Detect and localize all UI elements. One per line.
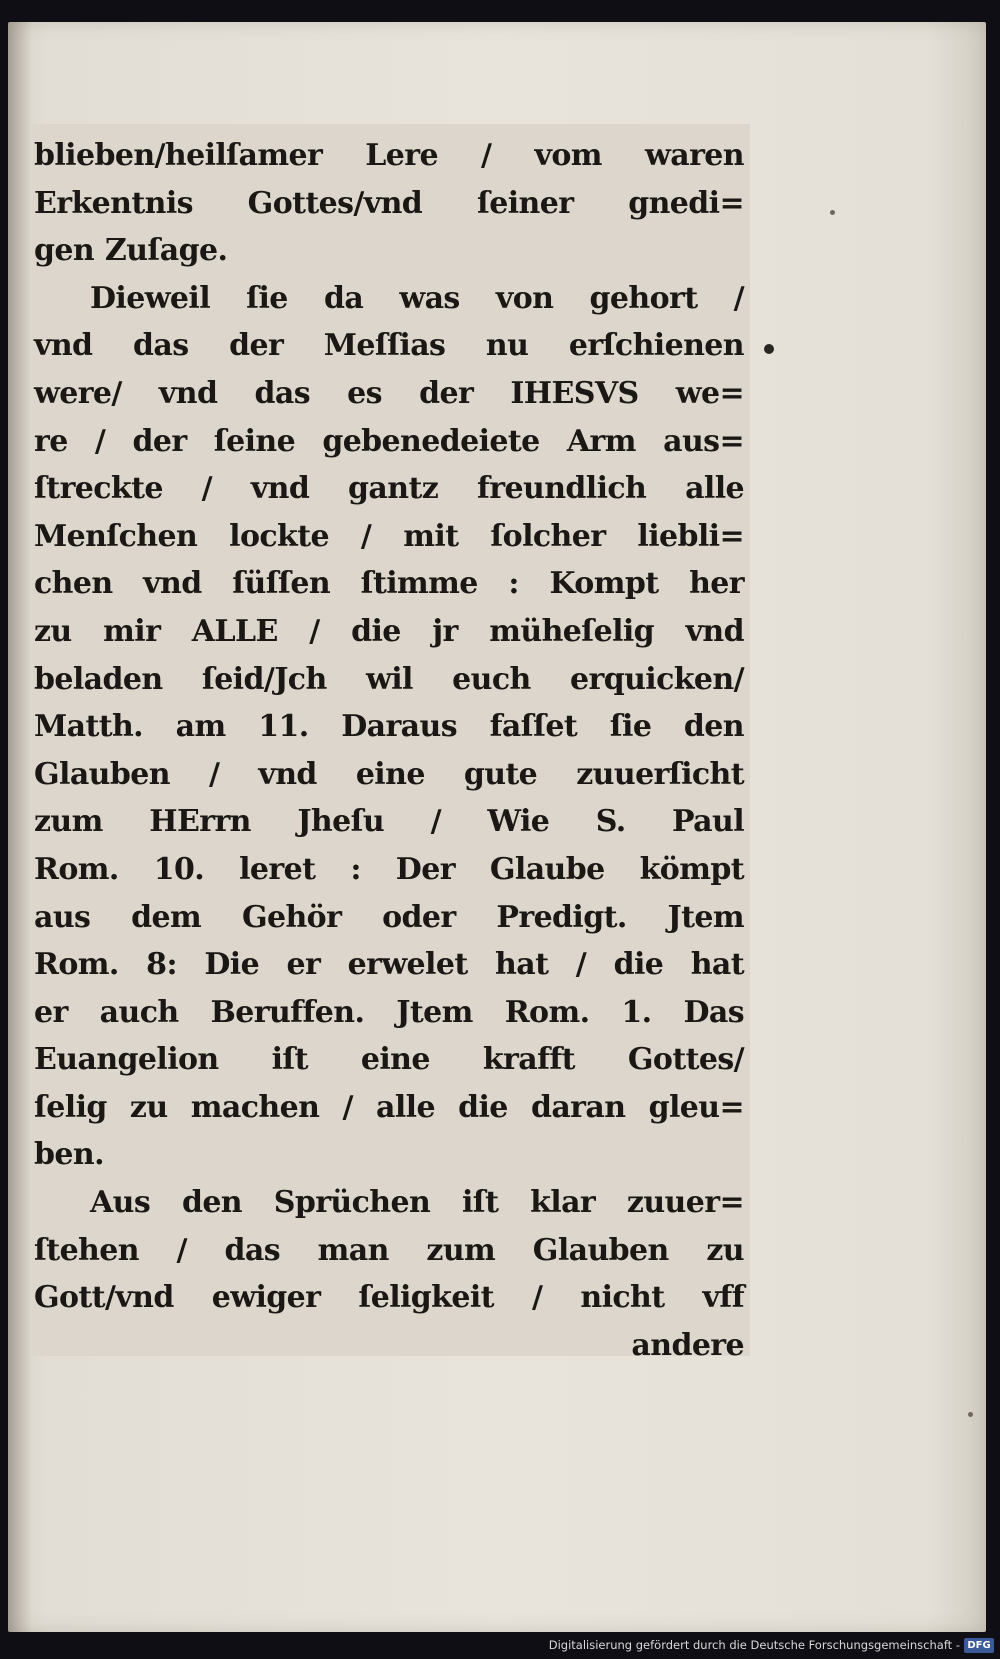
dfg-logo: DFG [964,1638,994,1653]
text-line: ſtehen / das man zum Glauben zu [34,1232,744,1268]
gutter-shadow [8,22,32,1632]
ink-speck [968,1412,973,1417]
ink-speck [830,210,835,215]
ink-speck [764,344,774,354]
text-line: were/ vnd das es der IHESVS we= [34,375,744,411]
text-line: Matth. am 11. Daraus faſſet ſie den [34,709,744,745]
text-line: Gott/vnd ewiger ſeligkeit / nicht vff [34,1280,744,1316]
text-line: ſtreckte / vnd gantz freundlich alle [34,471,744,507]
page-text [34,132,744,1369]
text-line: aus dem Gehör oder Predigt. Jtem [34,899,744,935]
text-line: Euangelion iſt eine krafft Gottes/ [34,1042,744,1078]
text-line: chen vnd ſüſſen ſtimme : Kompt her [34,566,744,602]
text-line: Menſchen lockte / mit ſolcher liebli= [34,518,744,554]
digitization-credit: Digitalisierung gefördert durch die Deutsche Forschungsgemeinschaft - [548,1638,960,1652]
text-line: Glauben / vnd eine gute zuuerſicht [34,756,744,792]
book-page [8,22,986,1632]
text-line: ſelig zu machen / alle die daran gleu= [34,1089,744,1125]
text-line: Rom. 10. leret : Der Glaube kömpt [34,851,744,887]
text-line: Erkentnis Gottes/vnd ſeiner gnedi= [34,185,744,221]
text-line: blieben/heilſamer Lere / vom waren [34,138,744,173]
text-line: Dieweil ſie da was von gehort / [90,280,744,316]
text-line: zum HErrn Jheſu / Wie S. Paul [34,804,744,840]
text-line: beladen ſeid/Jch wil euch erquicken/ [34,661,744,697]
text-line: ben. [34,1137,104,1173]
text-line: gen Zuſage. [34,233,228,269]
text-line: zu mir ALLE / die jr müheſelig vnd [34,613,744,649]
text-line: Aus den Sprüchen iſt klar zuuer= [90,1185,744,1221]
catchword: andere [631,1327,744,1363]
text-line: re / der ſeine gebenedeiete Arm aus= [34,423,744,459]
text-line: Rom. 8: Die er erwelet hat / die hat [34,947,744,983]
text-line: vnd das der Meſſias nu erſchienen [34,328,744,364]
text-line: er auch Beruffen. Jtem Rom. 1. Das [34,994,744,1030]
